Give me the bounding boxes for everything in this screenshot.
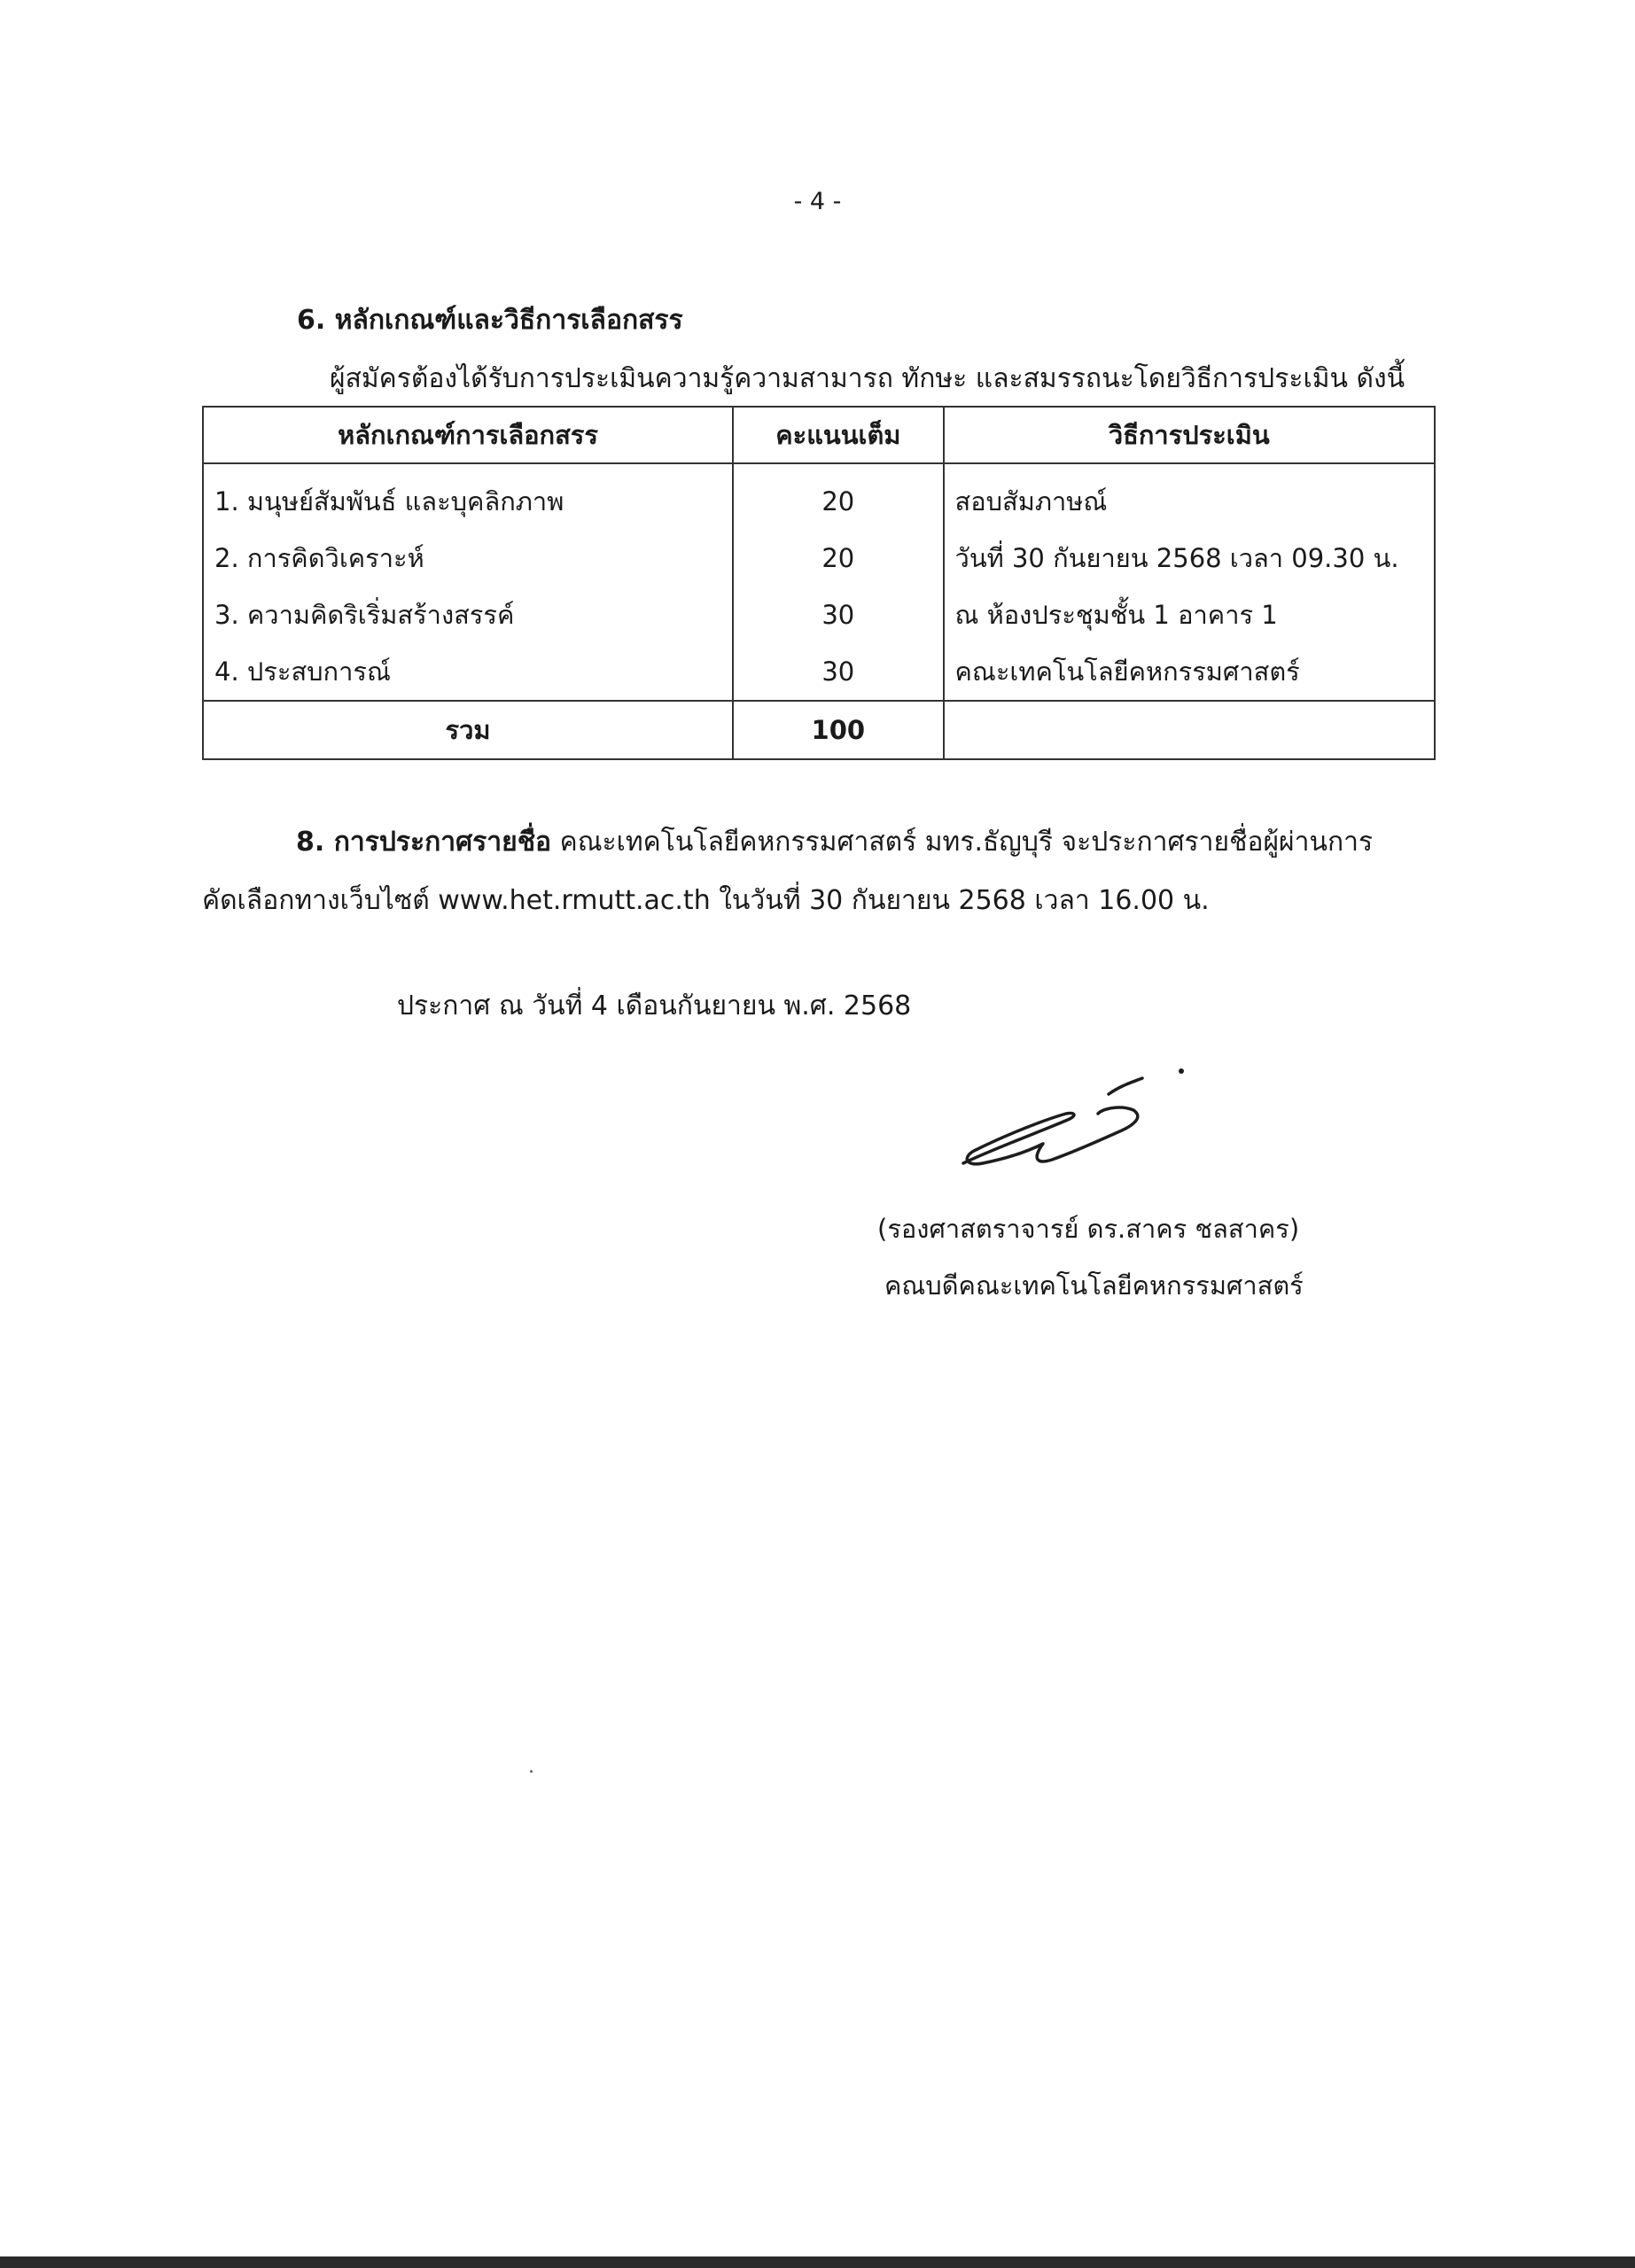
announcement-date: ประกาศ ณ วันที่ 4 เดือนกันยายน พ.ศ. 2568 bbox=[397, 990, 912, 1021]
header-score: คะแนนเต็ม bbox=[733, 407, 943, 463]
criterion-cell: 2. การคิดวิเคราะห์ bbox=[203, 530, 733, 586]
signer-title: คณบดีคณะเทคโนโลยีคหกรรมศาสตร์ bbox=[884, 1270, 1304, 1301]
criterion-cell: 3. ความคิดริเริ่มสร้างสรรค์ bbox=[203, 586, 733, 643]
section-intro: ผู้สมัครต้องได้รับการประเมินความรู้ความสามารถ ทักษะ และสมรรถนะโดยวิธีการประเมิน ดังนี้ bbox=[330, 363, 1405, 394]
scan-dot bbox=[530, 1770, 533, 1773]
score-cell: 30 bbox=[733, 643, 943, 701]
header-method: วิธีการประเมิน bbox=[944, 407, 1435, 463]
criterion-cell: 1. มนุษย์สัมพันธ์ และบุคลิกภาพ bbox=[203, 463, 733, 530]
page-number: - 4 - bbox=[793, 188, 842, 215]
method-cell: สอบสัมภาษณ์ bbox=[944, 463, 1435, 530]
score-cell: 20 bbox=[733, 463, 943, 530]
announcement-text-1: คณะเทคโนโลยีคหกรรมศาสตร์ มทร.ธัญบุรี จะประกาศรายชื่อผู้ผ่านการ bbox=[559, 827, 1374, 858]
criteria-table bbox=[202, 406, 1436, 760]
total-empty-cell bbox=[944, 701, 1435, 759]
table-total-row bbox=[203, 701, 1435, 759]
section-heading: 6. หลักเกณฑ์และวิธีการเลือกสรร bbox=[297, 305, 683, 336]
table-row bbox=[203, 530, 1435, 586]
method-cell: ณ ห้องประชุมชั้น 1 อาคาร 1 bbox=[944, 586, 1435, 643]
table-row bbox=[203, 463, 1435, 530]
announcement-line-1 bbox=[202, 813, 1443, 872]
header-criterion: หลักเกณฑ์การเลือกสรร bbox=[203, 407, 733, 463]
table-row bbox=[203, 643, 1435, 701]
total-score: 100 bbox=[733, 701, 943, 759]
method-cell: คณะเทคโนโลยีคหกรรมศาสตร์ bbox=[944, 643, 1435, 701]
total-label: รวม bbox=[203, 701, 733, 759]
criterion-cell: 4. ประสบการณ์ bbox=[203, 643, 733, 701]
score-cell: 30 bbox=[733, 586, 943, 643]
table-row bbox=[203, 586, 1435, 643]
signature-image bbox=[944, 1059, 1210, 1183]
score-cell: 20 bbox=[733, 530, 943, 586]
method-cell: วันที่ 30 กันยายน 2568 เวลา 09.30 น. bbox=[944, 530, 1435, 586]
announcement-line-2: คัดเลือกทางเว็บไซต์ www.het.rmutt.ac.th ในวันที่ 30 กันยายน 2568 เวลา 16.00 น. bbox=[202, 885, 1210, 916]
announcement-paragraph bbox=[202, 813, 1443, 930]
table-header-row bbox=[203, 407, 1435, 463]
signer-name: (รองศาสตราจารย์ ดร.สาคร ชลสาคร) bbox=[877, 1214, 1300, 1244]
scan-edge-bar bbox=[0, 2256, 1635, 2268]
announcement-heading: 8. การประกาศรายชื่อ bbox=[296, 827, 552, 858]
